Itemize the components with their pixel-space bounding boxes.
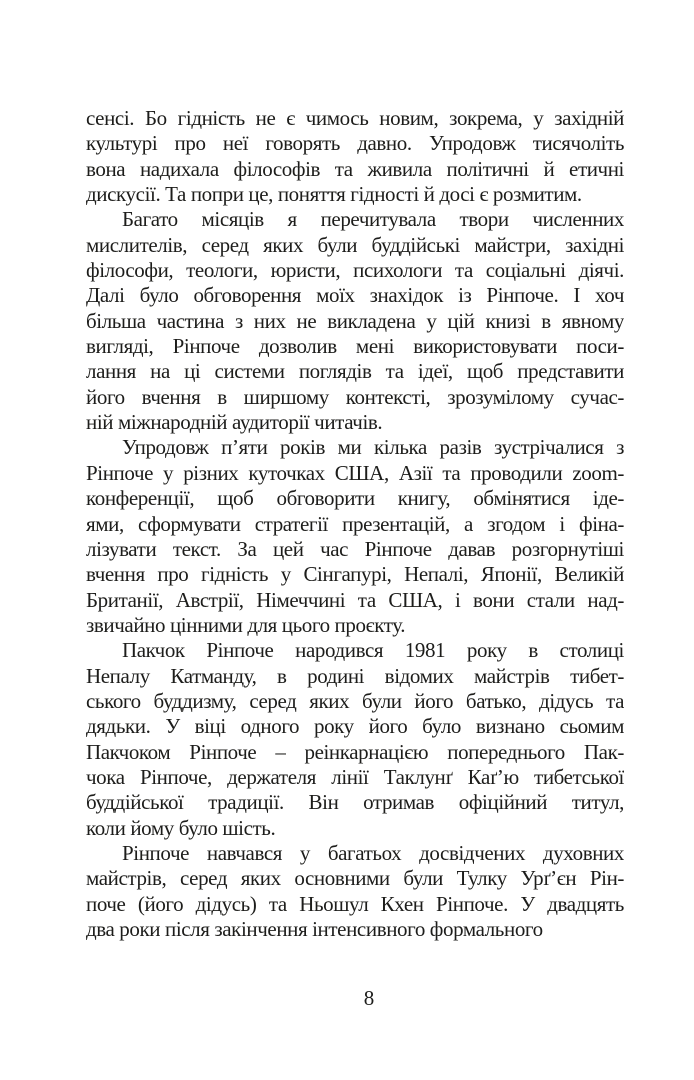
text-line: чока Рінпоче, держателя лінії Таклунґ Каґ’ю тибетської (86, 764, 624, 789)
text-line: ями, сформувати стратегії презентацій, а згодом і фіна- (86, 511, 624, 536)
text-line: Далі було обговорення моїх знахідок із Рінпоче. І хоч (86, 283, 624, 308)
text-line: Непалу Катманду, в родині відомих майстрів тибет- (86, 663, 624, 688)
text-line: мислителів, серед яких були буддійські майстри, західні (86, 232, 624, 257)
text-line: дискусії. Та попри це, поняття гідності й досі є розмитим. (86, 182, 582, 207)
text-line: ського буддизму, серед яких були його батько, дідусь та (86, 688, 624, 713)
text-line: Британії, Австрії, Німеччині та США, і вони стали над- (86, 587, 624, 612)
text-line: Багато місяців я перечитувала твори численних (122, 207, 624, 232)
text-line: поче (його дідусь) та Ньошул Кхен Рінпоче. У двадцять (86, 891, 624, 916)
paragraph (86, 106, 624, 207)
paragraph (86, 435, 624, 638)
text-line: більша частина з них не викладена у цій книзі в явному (86, 308, 624, 333)
text-line: лізувати текст. За цей час Рінпоче давав розгорнутіші (86, 536, 624, 561)
paragraph (86, 638, 624, 841)
text-line: сенсі. Бо гідність не є чимось новим, зокрема, у західній (86, 106, 624, 130)
text-line: Упродовж п’яти років ми кілька разів зустрічалися з (122, 435, 624, 460)
text-line: два роки після закінчення інтенсивного формального (86, 917, 543, 941)
text-line: Рінпоче у різних куточках США, Азії та проводили zoom- (86, 460, 624, 485)
text-block (86, 106, 624, 942)
text-line: вчення про гідність у Сінгапурі, Непалі, Японії, Великій (86, 562, 624, 587)
paragraph (86, 841, 624, 942)
paragraph (86, 207, 624, 435)
text-line: майстрів, серед яких основними були Тулку Урґ’єн Рін- (86, 866, 624, 891)
text-line: його вчення в ширшому контексті, зрозумілому сучас- (86, 384, 624, 409)
text-line: Рінпоче навчався у багатьох досвідчених духовних (122, 840, 624, 865)
text-line: коли йому було шість. (86, 815, 276, 840)
text-line: лання на ці системи поглядів та ідеї, щоб представити (86, 359, 624, 384)
page-number: 8 (363, 986, 375, 1010)
text-line: конференції, щоб обговорити книгу, обмінятися іде- (86, 486, 624, 511)
text-line: ній міжнародній аудиторії читачів. (86, 410, 383, 435)
text-line: буддійської традиції. Він отримав офіційний титул, (86, 790, 624, 815)
text-line: вигляді, Рінпоче дозволив мені використовувати поси- (86, 334, 624, 359)
text-line: Пакчоком Рінпоче – реінкарнацією попереднього Пак- (86, 739, 624, 764)
text-line: культурі про неї говорять давно. Упродовж тисячоліть (86, 131, 624, 156)
text-line: дядьки. У віці одного року його було визнано сьомим (86, 714, 624, 739)
text-line: філософи, теологи, юристи, психологи та соціальні діячі. (86, 258, 624, 283)
text-line: вона надихала філософів та живила політичні й етичні (86, 156, 624, 181)
text-line: звичайно цінними для цього проєкту. (86, 612, 406, 637)
text-line: Пакчок Рінпоче народився 1981 року в столиці (122, 638, 624, 663)
